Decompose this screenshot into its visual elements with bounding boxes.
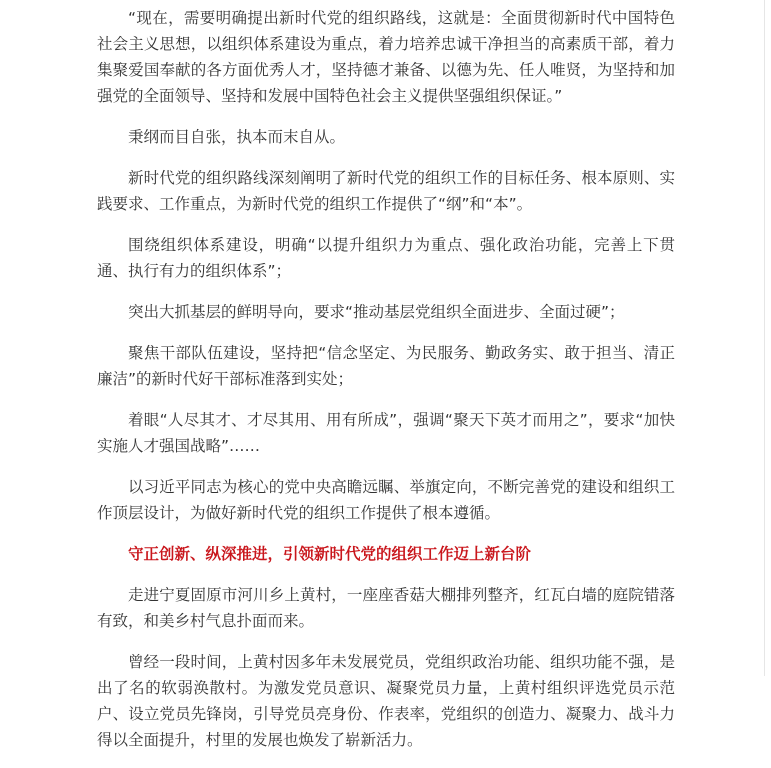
- article-paragraph: “现在，需要明确提出新时代党的组织路线，这就是：全面贯彻新时代中国特色社会主义思想，以组织体系建设为重点，着力培养忠诚干净担当的高素质干部，着力集聚爱国奉献的各方面优秀人才，坚持德才兼备、以德为先、任人唯贤，为坚持和加强党的全面领导、坚持和发展中国特色社会主义提供坚强组织保证。”: [97, 9, 675, 105]
- article-paragraph: 新时代党的组织路线深刻阐明了新时代党的组织工作的目标任务、根本原则、实践要求、工作重点，为新时代党的组织工作提供了“纲”和“本”。: [97, 169, 675, 213]
- article-body: [97, 0, 675, 768]
- article-paragraph: 着眼“人尽其才、才尽其用、用有所成”，强调“聚天下英才而用之”，要求“加快实施人才强国战略”……: [97, 411, 675, 455]
- article-paragraph: 秉纲而目自张，执本而末自从。: [128, 128, 346, 146]
- article-paragraph: 走进宁夏固原市河川乡上黄村，一座座香菇大棚排列整齐，红瓦白墙的庭院错落有致，和美乡村气息扑面而来。: [97, 586, 675, 630]
- article-paragraph: 围绕组织体系建设，明确“以提升组织力为重点、强化政治功能，完善上下贯通、执行有力的组织体系”；: [97, 236, 675, 280]
- article-paragraph: 突出大抓基层的鲜明导向，要求“推动基层党组织全面进步、全面过硬”；: [128, 303, 625, 321]
- article-paragraph: 聚焦干部队伍建设，坚持把“信念坚定、为民服务、勤政务实、敢于担当、清正廉洁”的新时代好干部标准落到实处；: [97, 344, 675, 388]
- article-paragraph: 曾经一段时间，上黄村因多年未发展党员，党组织政治功能、组织功能不强，是出了名的软弱涣散村。为激发党员意识、凝聚党员力量，上黄村组织评选党员示范户、设立党员先锋岗，引导党员亮身份、作表率，党组织的创造力、凝聚力、战斗力得以全面提升，村里的发展也焕发了崭新活力。: [97, 653, 675, 749]
- section-subheading: 守正创新、纵深推进，引领新时代党的组织工作迈上新台阶: [128, 545, 532, 563]
- article-paragraph: 以习近平同志为核心的党中央高瞻远瞩、举旗定向，不断完善党的建设和组织工作顶层设计，为做好新时代党的组织工作提供了根本遵循。: [97, 478, 675, 522]
- content-border: [764, 0, 765, 676]
